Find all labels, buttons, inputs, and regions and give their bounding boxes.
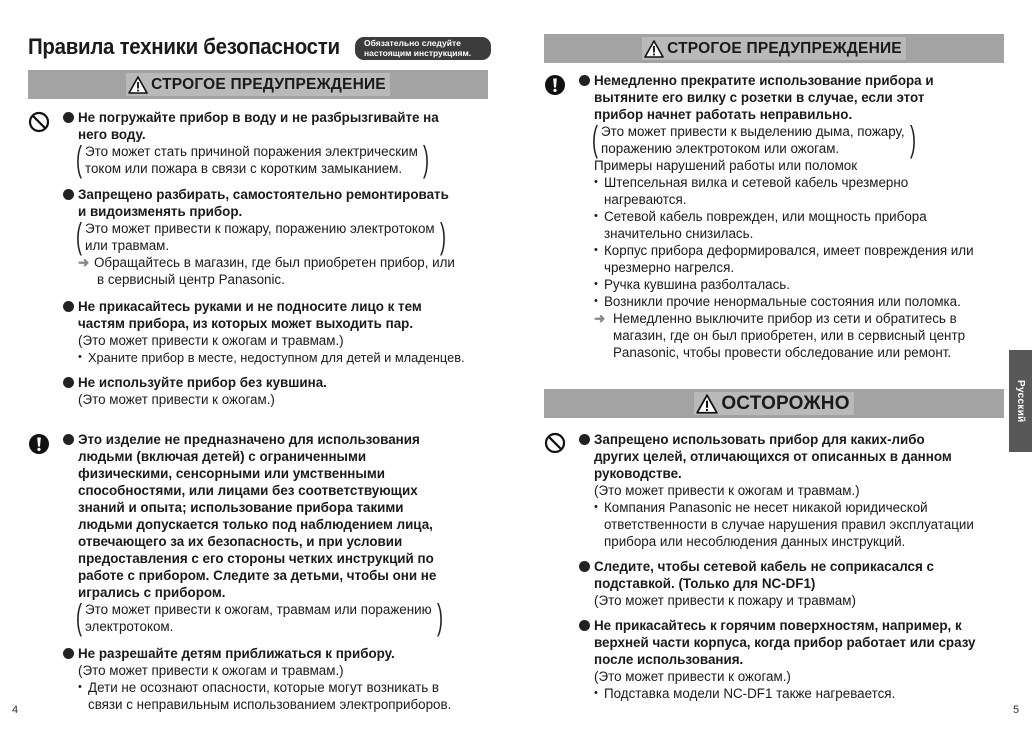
caution-banner <box>544 389 1004 418</box>
item-heading <box>63 431 493 601</box>
heading-line: прибор начнет работать неправильно. <box>594 107 853 122</box>
safety-item <box>579 72 1019 361</box>
language-tab <box>1009 350 1032 452</box>
warning-triangle-icon <box>696 394 718 414</box>
mandatory-exclamation-icon <box>544 74 566 96</box>
bullet-point <box>579 208 1019 242</box>
item-heading <box>579 72 1019 123</box>
item-heading <box>63 298 503 332</box>
heading-line: отвечающего за их безопасность, и при условии <box>78 534 403 549</box>
heading-line: Не погружайте прибор в воду и не разбрызгивайте на <box>78 110 439 125</box>
safety-item <box>579 431 1019 550</box>
prohibited-icon <box>28 111 50 133</box>
consequence-note <box>579 118 919 159</box>
right-parenthesis: ) <box>436 596 443 637</box>
bullet-line: связи с неправильным использованием электроприборов. <box>88 697 452 712</box>
banner-highlight <box>694 392 853 415</box>
bullet-line: значительно снизилась. <box>604 226 754 241</box>
bullet-line: нагреваются. <box>604 192 687 207</box>
heading-line: частям прибора, из которых может выходить пар. <box>78 316 414 331</box>
consequence-note <box>63 596 446 637</box>
item-heading <box>63 645 503 662</box>
language-tab-label: Русский <box>1015 379 1026 423</box>
right-parenthesis: ) <box>422 138 429 179</box>
consequence-note: (Это может привести к ожогам и травмам.) <box>78 333 344 348</box>
safety-item <box>63 109 493 177</box>
arrow-right-icon: ➜ <box>78 255 90 270</box>
advice-line: Немедленно выключите прибор из сети и обратитесь в <box>613 311 957 326</box>
heading-line: Не используйте прибор без кувшина. <box>78 375 327 390</box>
banner-label: ОСТОРОЖНО <box>721 392 850 414</box>
heading-line: верхней части корпуса, когда прибор работает или сразу <box>594 635 976 650</box>
bullet-line: • Штепсельная вилка и сетевой кабель чрезмерно <box>604 175 909 190</box>
bullet-point <box>579 293 1019 310</box>
heading-line: после использования. <box>594 652 744 667</box>
right-parenthesis: ) <box>439 215 446 256</box>
bullet-line: прибора или несоблюдения данных инструкций. <box>604 534 906 549</box>
heading-line: Следите, чтобы сетевой кабель не соприкасался с <box>594 559 934 574</box>
left-parenthesis: ( <box>76 138 82 179</box>
left-parenthesis: ( <box>76 596 82 637</box>
heading-line: людьми (включая детей) с ограниченными <box>78 449 367 464</box>
item-heading <box>579 617 1024 668</box>
heading-line: подставкой. (Только для NC-DF1) <box>594 576 816 591</box>
heading-line: Запрещено использовать прибор для каких-либо <box>594 432 925 447</box>
item-heading <box>63 374 493 391</box>
bullet-point <box>579 499 1019 550</box>
bullet-point: • Подставка модели NC-DF1 также нагревается. <box>579 685 1024 702</box>
note-line: поражению электротоком или ожогам. <box>601 141 840 156</box>
item-heading <box>579 431 1019 482</box>
bullet-line: • Ручка кувшина разболталась. <box>604 277 790 292</box>
consequence-note: (Это может привести к ожогам.) <box>78 392 275 407</box>
item-heading <box>579 558 1019 592</box>
consequence-note <box>63 215 449 256</box>
note-line: Это может стать причиной поражения электрическим <box>85 144 418 159</box>
banner-highlight <box>642 37 906 60</box>
heading-line: Немедленно прекратите использование прибора и <box>594 73 934 88</box>
left-parenthesis: ( <box>76 215 82 256</box>
right-page <box>516 0 1032 729</box>
heading-line: Не прикасайтесь руками и не подносите лицо к тем <box>78 299 422 314</box>
consequence-note: (Это может привести к ожогам и травмам.) <box>594 483 860 498</box>
bullet-line: чрезмерно нагрелся. <box>604 260 735 275</box>
heading-line: игрались с прибором. <box>78 585 226 600</box>
heading-line: работе с прибором. Следите за детьми, чтобы они не <box>78 568 437 583</box>
bullet-line: • Дети не осознают опасности, которые могут возникать в <box>88 680 440 695</box>
safety-item <box>63 186 493 288</box>
bullet-point <box>579 276 1019 293</box>
heading-line: вытяните его вилку с розетки в случае, если этот <box>594 90 925 105</box>
bullet-line: • Компания Panasonic не несет никакой юридической <box>604 500 928 515</box>
bullet-point <box>579 242 1019 276</box>
advice-line: Обращайтесь в магазин, где был приобретен прибор, или <box>94 255 455 270</box>
page-number: 5 <box>1013 704 1020 716</box>
heading-line: него воду. <box>78 127 146 142</box>
warning-triangle-icon <box>128 76 148 94</box>
item-heading <box>63 186 493 220</box>
left-parenthesis: ( <box>592 118 598 159</box>
bullet-line: ответственности в случае нарушения правил эксплуатации <box>604 517 974 532</box>
badge-line-1: Обязательно следуйте <box>364 38 461 48</box>
consequence-note: (Это может привести к ожогам и травмам.) <box>78 663 344 678</box>
safety-item <box>63 645 503 713</box>
banner-label: СТРОГОЕ ПРЕДУПРЕЖДЕНИЕ <box>667 39 902 57</box>
heading-line: Не разрешайте детям приближаться к прибору. <box>78 646 395 661</box>
bullet-line: • Корпус прибора деформировался, имеет повреждения или <box>604 243 974 258</box>
advice-line: магазин, где он был приобретен, или в сервисный центр <box>613 328 966 343</box>
title-row <box>28 34 363 60</box>
safety-item <box>63 374 493 408</box>
warning-banner <box>28 70 488 99</box>
heading-line: способностями, или лицами без соответствующих <box>78 483 418 498</box>
heading-line: Запрещено разбирать, самостоятельно ремонтировать <box>78 187 449 202</box>
note-line: Это может привести к выделению дыма, пожару, <box>601 124 905 139</box>
advice-arrow-note <box>63 254 493 288</box>
safety-item <box>579 617 1024 702</box>
advice-line: Panasonic, чтобы провести обследование или ремонт. <box>613 345 952 360</box>
bullet-point <box>579 174 1019 208</box>
heading-line: руководстве. <box>594 466 682 481</box>
badge-line-2: настоящим инструкциям. <box>364 47 472 58</box>
heading-line: предоставления с его стороны четких инструкций по <box>78 551 434 566</box>
warning-banner <box>544 34 1004 63</box>
note-line: электротоком. <box>85 619 174 634</box>
advice-arrow-note <box>579 310 1019 361</box>
advice-line: в сервисный центр Panasonic. <box>97 272 285 287</box>
banner-label: СТРОГОЕ ПРЕДУПРЕЖДЕНИЕ <box>151 75 386 93</box>
heading-line: и видоизменять прибор. <box>78 204 243 219</box>
heading-line: знаний и опыта; использование прибора такими <box>78 500 404 515</box>
mandatory-exclamation-icon <box>28 433 50 455</box>
safety-item <box>63 431 493 635</box>
heading-line: Не прикасайтесь к горячим поверхностям, например, к <box>594 618 962 633</box>
consequence-note: (Это может привести к пожару и травмам) <box>594 593 856 608</box>
bullet-line: • Возникли прочие ненормальные состояния или поломка. <box>604 294 961 309</box>
prohibited-icon <box>544 432 566 454</box>
heading-line: людьми допускается только под наблюдением лица, <box>78 517 433 532</box>
consequence-note <box>63 138 432 179</box>
note-line: Это может привести к пожару, поражению электротоком <box>85 221 435 236</box>
heading-line: других целей, отличающихся от описанных в данном <box>594 449 952 464</box>
bullet-point: • Храните прибор в месте, недоступном для детей и младенцев. <box>63 349 503 366</box>
consequence-note: (Это может привести к ожогам.) <box>594 669 791 684</box>
heading-line: Это изделие не предназначено для использования <box>78 432 420 447</box>
arrow-right-icon: ➜ <box>594 311 606 326</box>
bullet-line: • Сетевой кабель поврежден, или мощность прибора <box>604 209 927 224</box>
right-parenthesis: ) <box>909 118 916 159</box>
warning-triangle-icon <box>644 40 664 58</box>
page-title: Правила техники безопасности <box>28 34 340 59</box>
page-number: 4 <box>12 704 19 716</box>
note-line: или травмам. <box>85 238 170 253</box>
examples-title: Примеры нарушений работы или поломок <box>594 158 858 173</box>
follow-instructions-badge <box>355 37 491 60</box>
note-line: током или пожара в связи с коротким замыканием. <box>85 161 403 176</box>
safety-item <box>63 298 503 366</box>
note-line: Это может привести к ожогам, травмам или поражению <box>85 602 432 617</box>
safety-item <box>579 558 1019 609</box>
bullet-point <box>63 679 503 713</box>
banner-highlight <box>126 73 390 96</box>
heading-line: физическими, сенсорными или умственными <box>78 466 385 481</box>
